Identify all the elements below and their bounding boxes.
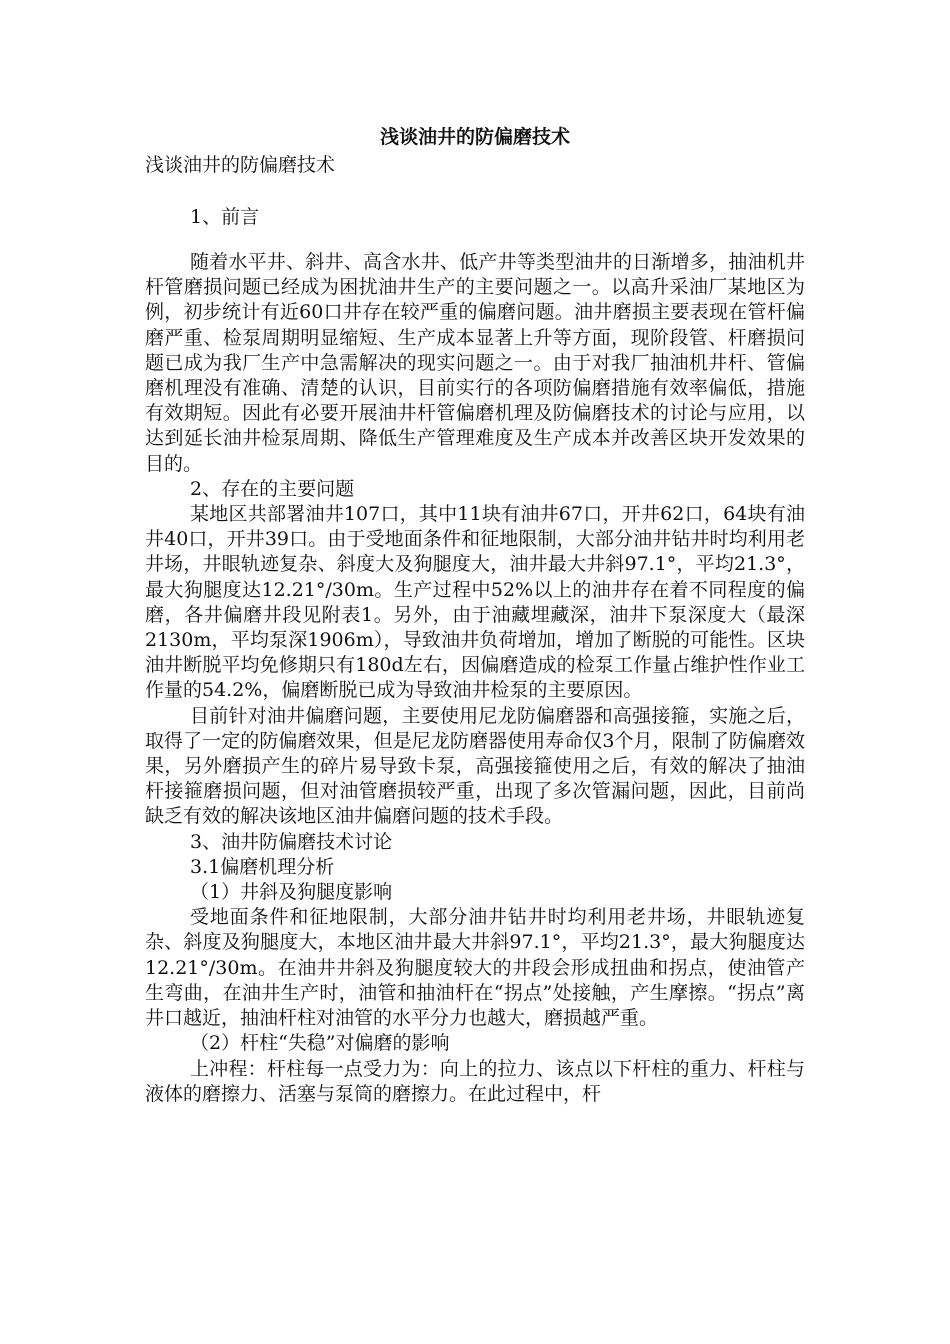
paragraph-upstroke: 上冲程：杆柱每一点受力为：向上的拉力、该点以下杆柱的重力、杆柱与液体的磨擦力、活塞与泵筒的磨擦力。在此过程中，杆 — [145, 1057, 805, 1105]
document-subtitle: 浅谈油井的防偏磨技术 — [145, 154, 336, 176]
item-heading-instability: （2）杆柱“失稳”对偏磨的影响 — [190, 1032, 450, 1055]
subsection-heading-mechanism: 3.1偏磨机理分析 — [190, 855, 335, 878]
document-title: 浅谈油井的防偏磨技术 — [379, 126, 570, 148]
section-heading-intro: 1、前言 — [190, 206, 260, 228]
item-heading-inclination: （1）井斜及狗腿度影响 — [190, 881, 393, 904]
paragraph-problems: 某地区共部署油井107口，其中11块有油井67口，开井62口，64块有油井40口，开井39口。由于受地面条件和征地限制，大部分油井钻井时均利用老井场，井眼轨迹复杂、斜度大及狗腿度大，油井最大井斜97.1°，平均21.3°，最大狗腿度达12.21°/30m。生产过程中52%以上的油井存在着不同程度的偏磨，各井偏磨井段见附表1。另外，由于油藏埋藏深，油井下泵深度大（最深2130m，平均泵深1906m），导致油井负荷增加，增加了断脱的可能性。区块油井断脱平均免修期只有180d左右，因偏磨造成的检泵工作量占维护性作业工作量的54.2%，偏磨断脱已成为导致油井检泵的主要原因。 — [145, 503, 805, 702]
paragraph-inclination: 受地面条件和征地限制，大部分油井钻井时均利用老井场，井眼轨迹复杂、斜度及狗腿度大，本地区油井最大井斜97.1°，平均21.3°，最大狗腿度达12.21°/30m。在油井井斜及狗腿度较大的井段会形成扭曲和拐点，使油管产生弯曲，在油井生产时，油管和抽油杆在“拐点”处接触，产生摩擦。“拐点”离井口越近，抽油杆柱对油管的水平分力也越大，磨损越严重。 — [145, 906, 805, 1030]
paragraph-current-measures: 目前针对油井偏磨问题，主要使用尼龙防偏磨器和高强接箍，实施之后，取得了一定的防偏磨效果，但是尼龙防磨器使用寿命仅3个月，限制了防偏磨效果，另外磨损产生的碎片易导致卡泵，高强接箍使用之后，有效的解决了抽油杆接箍磨损问题，但对油管磨损较严重，出现了多次管漏问题，因此，目前尚缺乏有效的解决该地区油井偏磨问题的技术手段。 — [145, 704, 805, 828]
document-body — [145, 250, 805, 1107]
section-heading-problems: 2、存在的主要问题 — [190, 477, 355, 500]
section-heading-discussion: 3、油井防偏磨技术讨论 — [190, 830, 393, 853]
paragraph-intro: 随着水平井、斜井、高含水井、低产井等类型油井的日渐增多，抽油机井杆管磨损问题已经成为困扰油井生产的主要问题之一。以高升采油厂某地区为例，初步统计有近60口井存在较严重的偏磨问题。油井磨损主要表现在管杆偏磨严重、检泵周期明显缩短、生产成本显著上升等方面，现阶段管、杆磨损问题已成为我厂生产中急需解决的现实问题之一。由于对我厂抽油机井杆、管偏磨机理没有准确、清楚的认识，目前实行的各项防偏磨措施有效率偏低，措施有效期短。因此有必要开展油井杆管偏磨机理及防偏磨技术的讨论与应用，以达到延长油井检泵周期、降低生产管理难度及生产成本并改善区块开发效果的目的。 — [145, 251, 805, 475]
